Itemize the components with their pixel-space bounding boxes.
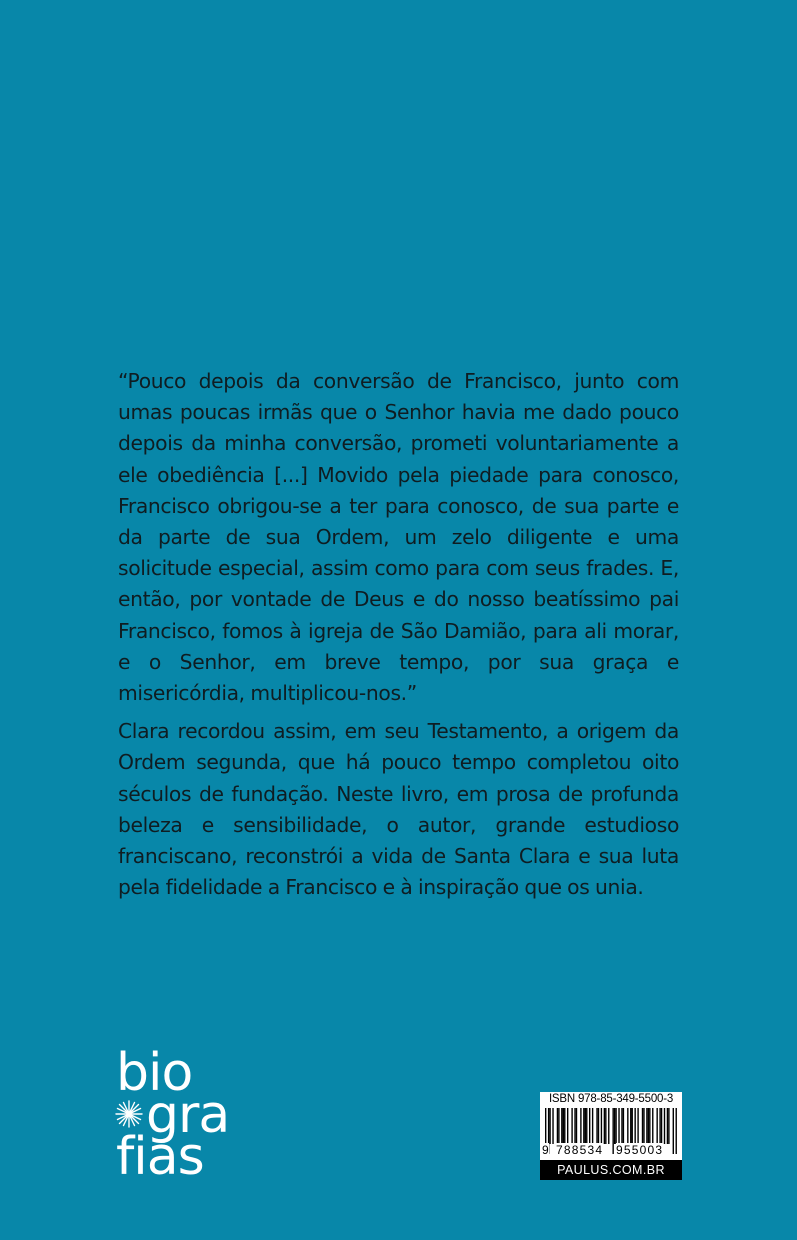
publisher-website: PAULUS.COM.BR: [540, 1160, 682, 1180]
back-cover-text: [118, 366, 679, 903]
barcode-bar: [561, 1108, 562, 1144]
barcode-bar: [618, 1108, 619, 1144]
barcode-bar: [585, 1108, 586, 1144]
barcode-bar: [632, 1108, 633, 1144]
barcode-bar: [627, 1108, 628, 1144]
barcode-bar: [661, 1108, 662, 1144]
description-paragraph: Clara recordou assim, em seu Testamento, a origem da Ordem segunda, que há pouco tempo completou oito séculos de fundação. Neste livro, em prosa de profunda beleza e sensibilidade, o autor, grande estudioso franciscano, reconstrói a vida de Santa Clara e sua luta pela fidelidade a Francisco e à inspiração que os unia.: [118, 719, 679, 900]
barcode-bar: [598, 1108, 599, 1144]
barcode-bar: [571, 1108, 572, 1144]
barcode-bar: [608, 1108, 609, 1144]
barcode-bar: [604, 1108, 605, 1144]
barcode-bar: [552, 1108, 553, 1144]
barcode-bar: [630, 1108, 631, 1144]
isbn-barcode: [540, 1092, 682, 1180]
barcode-bar: [586, 1108, 587, 1144]
barcode-bar: [567, 1108, 568, 1144]
barcode-bar: [576, 1108, 577, 1144]
barcode-bar: [564, 1108, 565, 1144]
barcode-bar: [583, 1108, 584, 1144]
barcode-bar: [574, 1108, 575, 1144]
logo-line-3: fias: [116, 1127, 204, 1187]
isbn-label: ISBN 978-85-349-5500-3: [548, 1093, 674, 1105]
barcode-bar: [614, 1108, 615, 1144]
barcode-bar: [549, 1108, 550, 1144]
barcode-bar: [648, 1108, 649, 1144]
barcode-bar: [596, 1108, 597, 1144]
logo-line-2: gra: [146, 1085, 230, 1145]
barcode-bar: [623, 1108, 624, 1144]
barcode-bar: [621, 1108, 622, 1144]
barcode-bar: [563, 1108, 564, 1144]
barcode-bar: [667, 1108, 668, 1144]
barcode-digits-left: 788534: [556, 1143, 604, 1157]
quote-paragraph: “Pouco depois da conversão de Francisco, junto com umas poucas irmãs que o Senhor havia me dado pouco depois da minha conversão, prometi voluntariamente a ele obediência [...] Movido pela piedade para conosco, Francisco obrigou-se a ter para conosco, de sua parte e da parte de sua Ordem, um zelo diligente e uma solicitude especial, assim como para com seus frades. E, então, por vontade de Deus e do nosso beatíssimo pai Francisco, fomos à igreja de São Damião, para ali morar, e o Senhor, em breve tempo, por sua graça e misericórdia, multiplicou-nos.”: [118, 369, 679, 706]
barcode-bar: [652, 1108, 653, 1144]
logo-line-1: bio: [116, 1043, 193, 1103]
barcode-digits: [540, 1143, 682, 1157]
barcode-bar: [634, 1108, 635, 1144]
barcode-bar: [668, 1108, 669, 1144]
barcode-bar: [664, 1108, 665, 1144]
collection-logo: [116, 1043, 256, 1188]
barcode-digit-first: 9: [542, 1143, 549, 1157]
barcode-digits-right: 955003: [616, 1143, 664, 1157]
barcode-bar: [558, 1108, 559, 1144]
barcode-bar: [592, 1108, 593, 1144]
barcode-bar: [580, 1108, 581, 1144]
barcode-bar: [659, 1108, 660, 1144]
barcode-bar: [656, 1108, 657, 1144]
barcode-bar: [642, 1108, 643, 1144]
barcode-bar: [643, 1108, 644, 1144]
barcode-bar: [601, 1108, 602, 1144]
barcode-bar: [605, 1108, 606, 1144]
barcode-bar: [589, 1108, 590, 1144]
barcode-bar: [637, 1108, 638, 1144]
barcode-bar: [557, 1108, 558, 1144]
barcode-bar: [615, 1108, 616, 1144]
barcode-bar: [646, 1108, 647, 1144]
barcode-bar: [649, 1108, 650, 1144]
star-burst-icon: [114, 1099, 144, 1129]
